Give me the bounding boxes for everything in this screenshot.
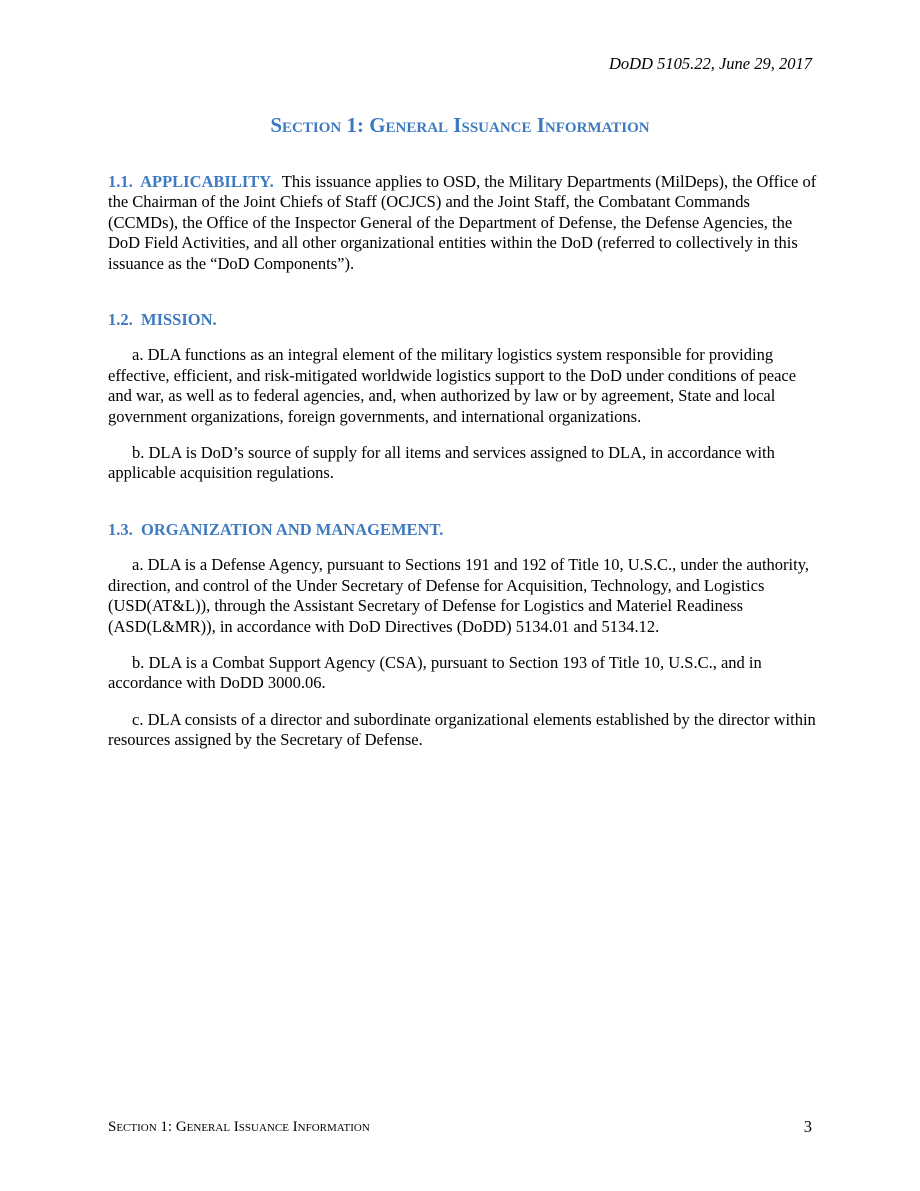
section-1-1-body: This issuance applies to OSD, the Military Departments (MilDeps), the Office of the Chairman of the Joint Chiefs of Staff (OCJCS) and the Joint Staff, the Combatant Commands (CCMDs), the Office of the Inspector General of the Department of Defense, the Defense Agencies, the DoD Field Activities, and all other organizational entities within the DoD (referred to collectively in this issuance as the “DoD Components”). xyxy=(108,172,817,273)
section-title: Section 1: General Issuance Information xyxy=(270,113,650,137)
section-1-1-title: APPLICABILITY. xyxy=(140,172,274,191)
footer-section-label: Section 1: General Issuance Information xyxy=(108,1119,370,1135)
section-1-3-item-b: b. DLA is a Combat Support Agency (CSA), pursuant to Section 193 of Title 10, U.S.C., and in accordance with DoDD 3000.06. xyxy=(108,652,762,693)
section-1-2-item-b: b. DLA is DoD’s source of supply for all items and services assigned to DLA, in accordance with applicable acquisition regulations. xyxy=(108,443,775,483)
section-1-3-item-c: c. DLA consists of a director and subordinate organizational elements established by the director within resources assigned by the Secretary of Defense. xyxy=(108,709,816,750)
section-1-3-item-a: a. DLA is a Defense Agency, pursuant to Sections 191 and 192 of Title 10, U.S.C., under the authority, direction, and control of the Under Secretary of Defense for Acquisition, Technology, and Logistics (USD(AT&L)), through the Assistant Secretary of Defense for Logistics and Materiel Readiness (ASD(L&MR)), in accordance with DoD Directives (DoDD) 5134.01 and 5134.12. xyxy=(108,555,810,636)
section-1-1 xyxy=(108,172,820,274)
section-1-2-item-a: a. DLA functions as an integral element of the military logistics system responsible for providing effective, efficient, and risk-mitigated worldwide logistics support to the DoD under conditions of peace and war, as well as to federal agencies, and, when authorized by law or by agreement, State and local government organizations, foreign governments, and international organizations. xyxy=(108,345,797,426)
section-1-3-number: 1.3. xyxy=(108,519,133,539)
document-reference: DoDD 5105.22, June 29, 2017 xyxy=(608,54,812,73)
section-1-3-heading xyxy=(108,520,820,540)
document-body xyxy=(108,172,820,751)
section-1-2-heading xyxy=(108,310,820,330)
section-1-2-number: 1.2. xyxy=(108,310,133,330)
footer-page-number: 3 xyxy=(803,1117,812,1136)
section-1-2-title: MISSION. xyxy=(141,310,217,330)
section-1-1-heading xyxy=(108,172,274,191)
section-1-1-number: 1.1. xyxy=(108,172,133,191)
section-1-3-title: ORGANIZATION AND MANAGEMENT. xyxy=(141,519,444,539)
